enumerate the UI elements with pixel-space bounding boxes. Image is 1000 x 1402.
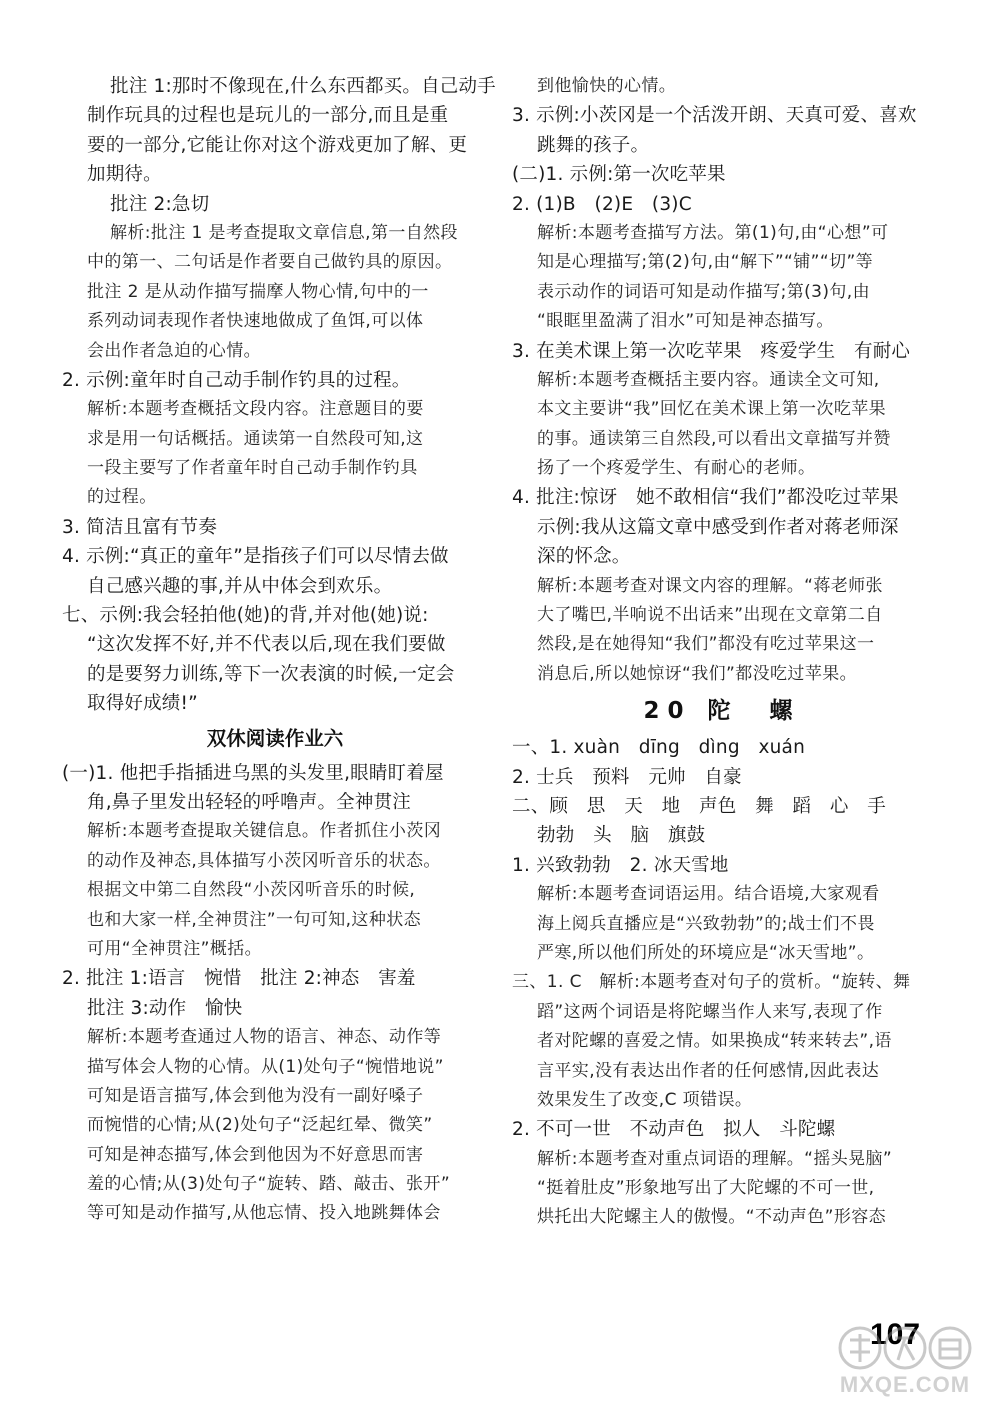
text-line: 烘托出大陀螺主人的傲慢。“不动声色”形容态 xyxy=(537,1207,887,1228)
text-line: 解析:批注 1 是考查提取文章信息,第一自然段 xyxy=(110,222,458,243)
text-line: 批注 1:那时不像现在,什么东西都买。自己动手 xyxy=(110,76,496,97)
text-line: 蹈”这两个词语是将陀螺当作人来写,表现了作 xyxy=(537,1001,883,1022)
text-line: 也和大家一样,全神贯注”一句可知,这种状态 xyxy=(87,909,422,930)
text-line: 的事。通读第三自然段,可以看出文章描写并赞 xyxy=(537,428,891,449)
text-line: 解析:本题考查对重点词语的理解。“摇头晃脑” xyxy=(537,1148,893,1169)
text-line: 扬了一个疼爱学生、有耐心的老师。 xyxy=(537,458,816,479)
text-line: 严寒,所以他们所处的环境应是“冰天雪地”。 xyxy=(537,942,875,963)
text-line: “这次发挥不好,并不代表以后,现在我们要做 xyxy=(87,634,446,656)
right-column xyxy=(512,72,932,1233)
right-lines-b xyxy=(512,733,932,1233)
text-line: 然段,是在她得知“我们”都没有吃过苹果这一 xyxy=(537,634,875,655)
text-line: 加期待。 xyxy=(87,164,162,186)
text-line: 的过程。 xyxy=(87,487,157,508)
text-line: 求是用一句话概括。通读第一自然段可知,这 xyxy=(87,428,424,449)
text-line: 解析:本题考查提取关键信息。作者抓住小茨冈 xyxy=(87,821,442,842)
text-line: 可知是语言描写,体会到他为没有一副好嗓子 xyxy=(87,1085,424,1106)
text-line: 大了嘴巴,半响说不出话来”出现在文章第二自 xyxy=(537,605,883,626)
text-line: 深的怀念。 xyxy=(537,546,631,568)
text-line: 自己感兴趣的事,并从中体会到欢乐。 xyxy=(87,575,393,597)
text-line: 2. 士兵 预料 元帅 自豪 xyxy=(512,766,742,788)
answer-site-logo-icon xyxy=(820,1322,990,1378)
text-line: 3. 简洁且富有节奏 xyxy=(62,516,218,538)
text-line: 3. 示例:小茨冈是一个活泼开朗、天真可爱、喜欢 xyxy=(512,105,917,127)
text-line: 羞的心情;从(3)处句子“旋转、踏、敲击、张开” xyxy=(87,1174,451,1195)
text-line: 解析:本题考查概括主要内容。通读全文可知, xyxy=(537,369,880,390)
watermark-text: MXQE.COM xyxy=(839,1372,971,1397)
text-line: 2. 不可一世 不动声色 拟人 斗陀螺 xyxy=(512,1119,836,1141)
text-line: 等可知是动作描写,从他忘情、投入地跳舞体会 xyxy=(87,1203,441,1224)
text-line: 可用“全神贯注”概括。 xyxy=(87,938,263,959)
text-line: 知是心理描写;第(2)句,由“解下”“铺”“切”等 xyxy=(537,252,874,273)
left-lines-a xyxy=(62,72,496,719)
text-line: (一)1. 他把手指插进乌黑的头发里,眼睛盯着屋 xyxy=(62,762,444,784)
text-line: 角,鼻子里发出轻轻的呼噜声。全神贯注 xyxy=(87,791,411,813)
text-line: 七、示例:我会轻拍他(她)的背,并对他(她)说: xyxy=(62,605,429,627)
text-line: 一、1. xuàn dīng dìng xuán xyxy=(512,737,806,759)
text-line: 二、顾 思 天 地 声色 舞 蹈 心 手 xyxy=(512,795,887,817)
text-line: 表示动作的词语可知是动作描写;第(3)句,由 xyxy=(537,281,871,302)
text-line: 解析:本题考查对课文内容的理解。“蒋老师张 xyxy=(537,575,883,596)
text-line: 要的一部分,它能让你对这个游戏更加了解、更 xyxy=(87,134,468,156)
text-line: 制作玩具的过程也是玩儿的一部分,而且是重 xyxy=(87,105,449,127)
text-line: 解析:本题考查词语运用。结合语境,大家观看 xyxy=(537,884,880,905)
section-heading-weekend-reading-6: 双休阅读作业六 xyxy=(206,726,344,750)
text-line: 根据文中第二自然段“小茨冈听音乐的时候, xyxy=(87,880,416,901)
text-line: 消息后,所以她惊讶“我们”都没吃过苹果。 xyxy=(537,663,858,684)
left-lines-b xyxy=(62,759,488,1229)
text-line: (二)1. 示例:第一次吃苹果 xyxy=(512,164,726,186)
page-number: 107 xyxy=(870,1318,921,1351)
lesson-heading-spinning-top: 20 陀 螺 xyxy=(643,698,801,725)
text-line: 2. 批注 1:语言 惋惜 批注 2:神态 害羞 xyxy=(62,968,416,990)
text-line: 的是要努力训练,等下一次表演的时候,一定会 xyxy=(87,663,455,685)
watermark xyxy=(820,1322,990,1400)
text-line: 描写体会人物的心情。从(1)处句子“惋惜地说” xyxy=(87,1056,444,1077)
text-line: 而惋惜的心情;从(2)处句子“泛起红晕、微笑” xyxy=(87,1115,433,1136)
text-line: 解析:本题考查通过人物的语言、神态、动作等 xyxy=(87,1027,442,1048)
right-lines-a xyxy=(512,72,932,689)
text-line: 示例:我从这篇文章中感受到作者对蒋老师深 xyxy=(537,516,899,538)
text-line: 4. 示例:“真正的童年”是指孩子们可以尽情去做 xyxy=(62,546,449,568)
text-line: 批注 2:急切 xyxy=(110,193,210,215)
text-line: 本文主要讲“我”回忆在美术课上第一次吃苹果 xyxy=(537,399,887,420)
text-line: 中的第一、二句话是作者要自己做钓具的原因。 xyxy=(87,252,453,273)
text-line: 4. 批注:惊讶 她不敢相信“我们”都没吃过苹果 xyxy=(512,487,899,509)
left-column xyxy=(62,72,496,1229)
text-line: 会出作者急迫的心情。 xyxy=(87,340,261,361)
text-line: 海上阅兵直播应是“兴致勃勃”的;战士们不畏 xyxy=(537,913,875,934)
text-line: 可知是神态描写,体会到他因为不好意思而害 xyxy=(87,1144,424,1165)
text-line: “眼眶里盈满了泪水”可知是神态描写。 xyxy=(537,311,834,332)
text-line: 一段主要写了作者童年时自己动手制作钓具 xyxy=(87,458,418,479)
text-line: 解析:本题考查概括文段内容。注意题目的要 xyxy=(87,399,424,420)
text-line: 言平实,没有表达出作者的任何感情,因此表达 xyxy=(537,1060,880,1081)
text-line: 跳舞的孩子。 xyxy=(537,134,650,156)
text-line: 系列动词表现作者快速地做成了鱼饵,可以体 xyxy=(87,311,424,332)
text-line: 2. 示例:童年时自己动手制作钓具的过程。 xyxy=(62,369,411,391)
text-line: 到他愉快的心情。 xyxy=(537,76,677,96)
text-line: 批注 3:动作 愉快 xyxy=(87,997,243,1019)
text-line: 效果发生了改变,C 项错误。 xyxy=(537,1089,753,1110)
text-line: 解析:本题考查描写方法。第(1)句,由“心想”可 xyxy=(537,222,889,243)
text-line: 取得好成绩!” xyxy=(87,693,198,715)
text-line: 批注 2 是从动作描写揣摩人物心情,句中的一 xyxy=(87,281,429,302)
text-line: 三、1. C 解析:本题考查对句子的赏析。“旋转、舞 xyxy=(512,972,911,993)
text-line: 勃勃 头 脑 旗鼓 xyxy=(537,825,706,847)
text-line: 的动作及神态,具体描写小茨冈听音乐的状态。 xyxy=(87,850,441,871)
text-line: 1. 兴致勃勃 2. 冰天雪地 xyxy=(512,854,729,876)
text-line: 2. (1)B (2)E (3)C xyxy=(512,193,692,215)
text-line: “挺着肚皮”形象地写出了大陀螺的不可一世, xyxy=(537,1178,875,1199)
text-line: 者对陀螺的喜爱之情。如果换成“转来转去”,语 xyxy=(537,1031,892,1052)
text-line: 3. 在美术课上第一次吃苹果 疼爱学生 有耐心 xyxy=(512,340,911,362)
